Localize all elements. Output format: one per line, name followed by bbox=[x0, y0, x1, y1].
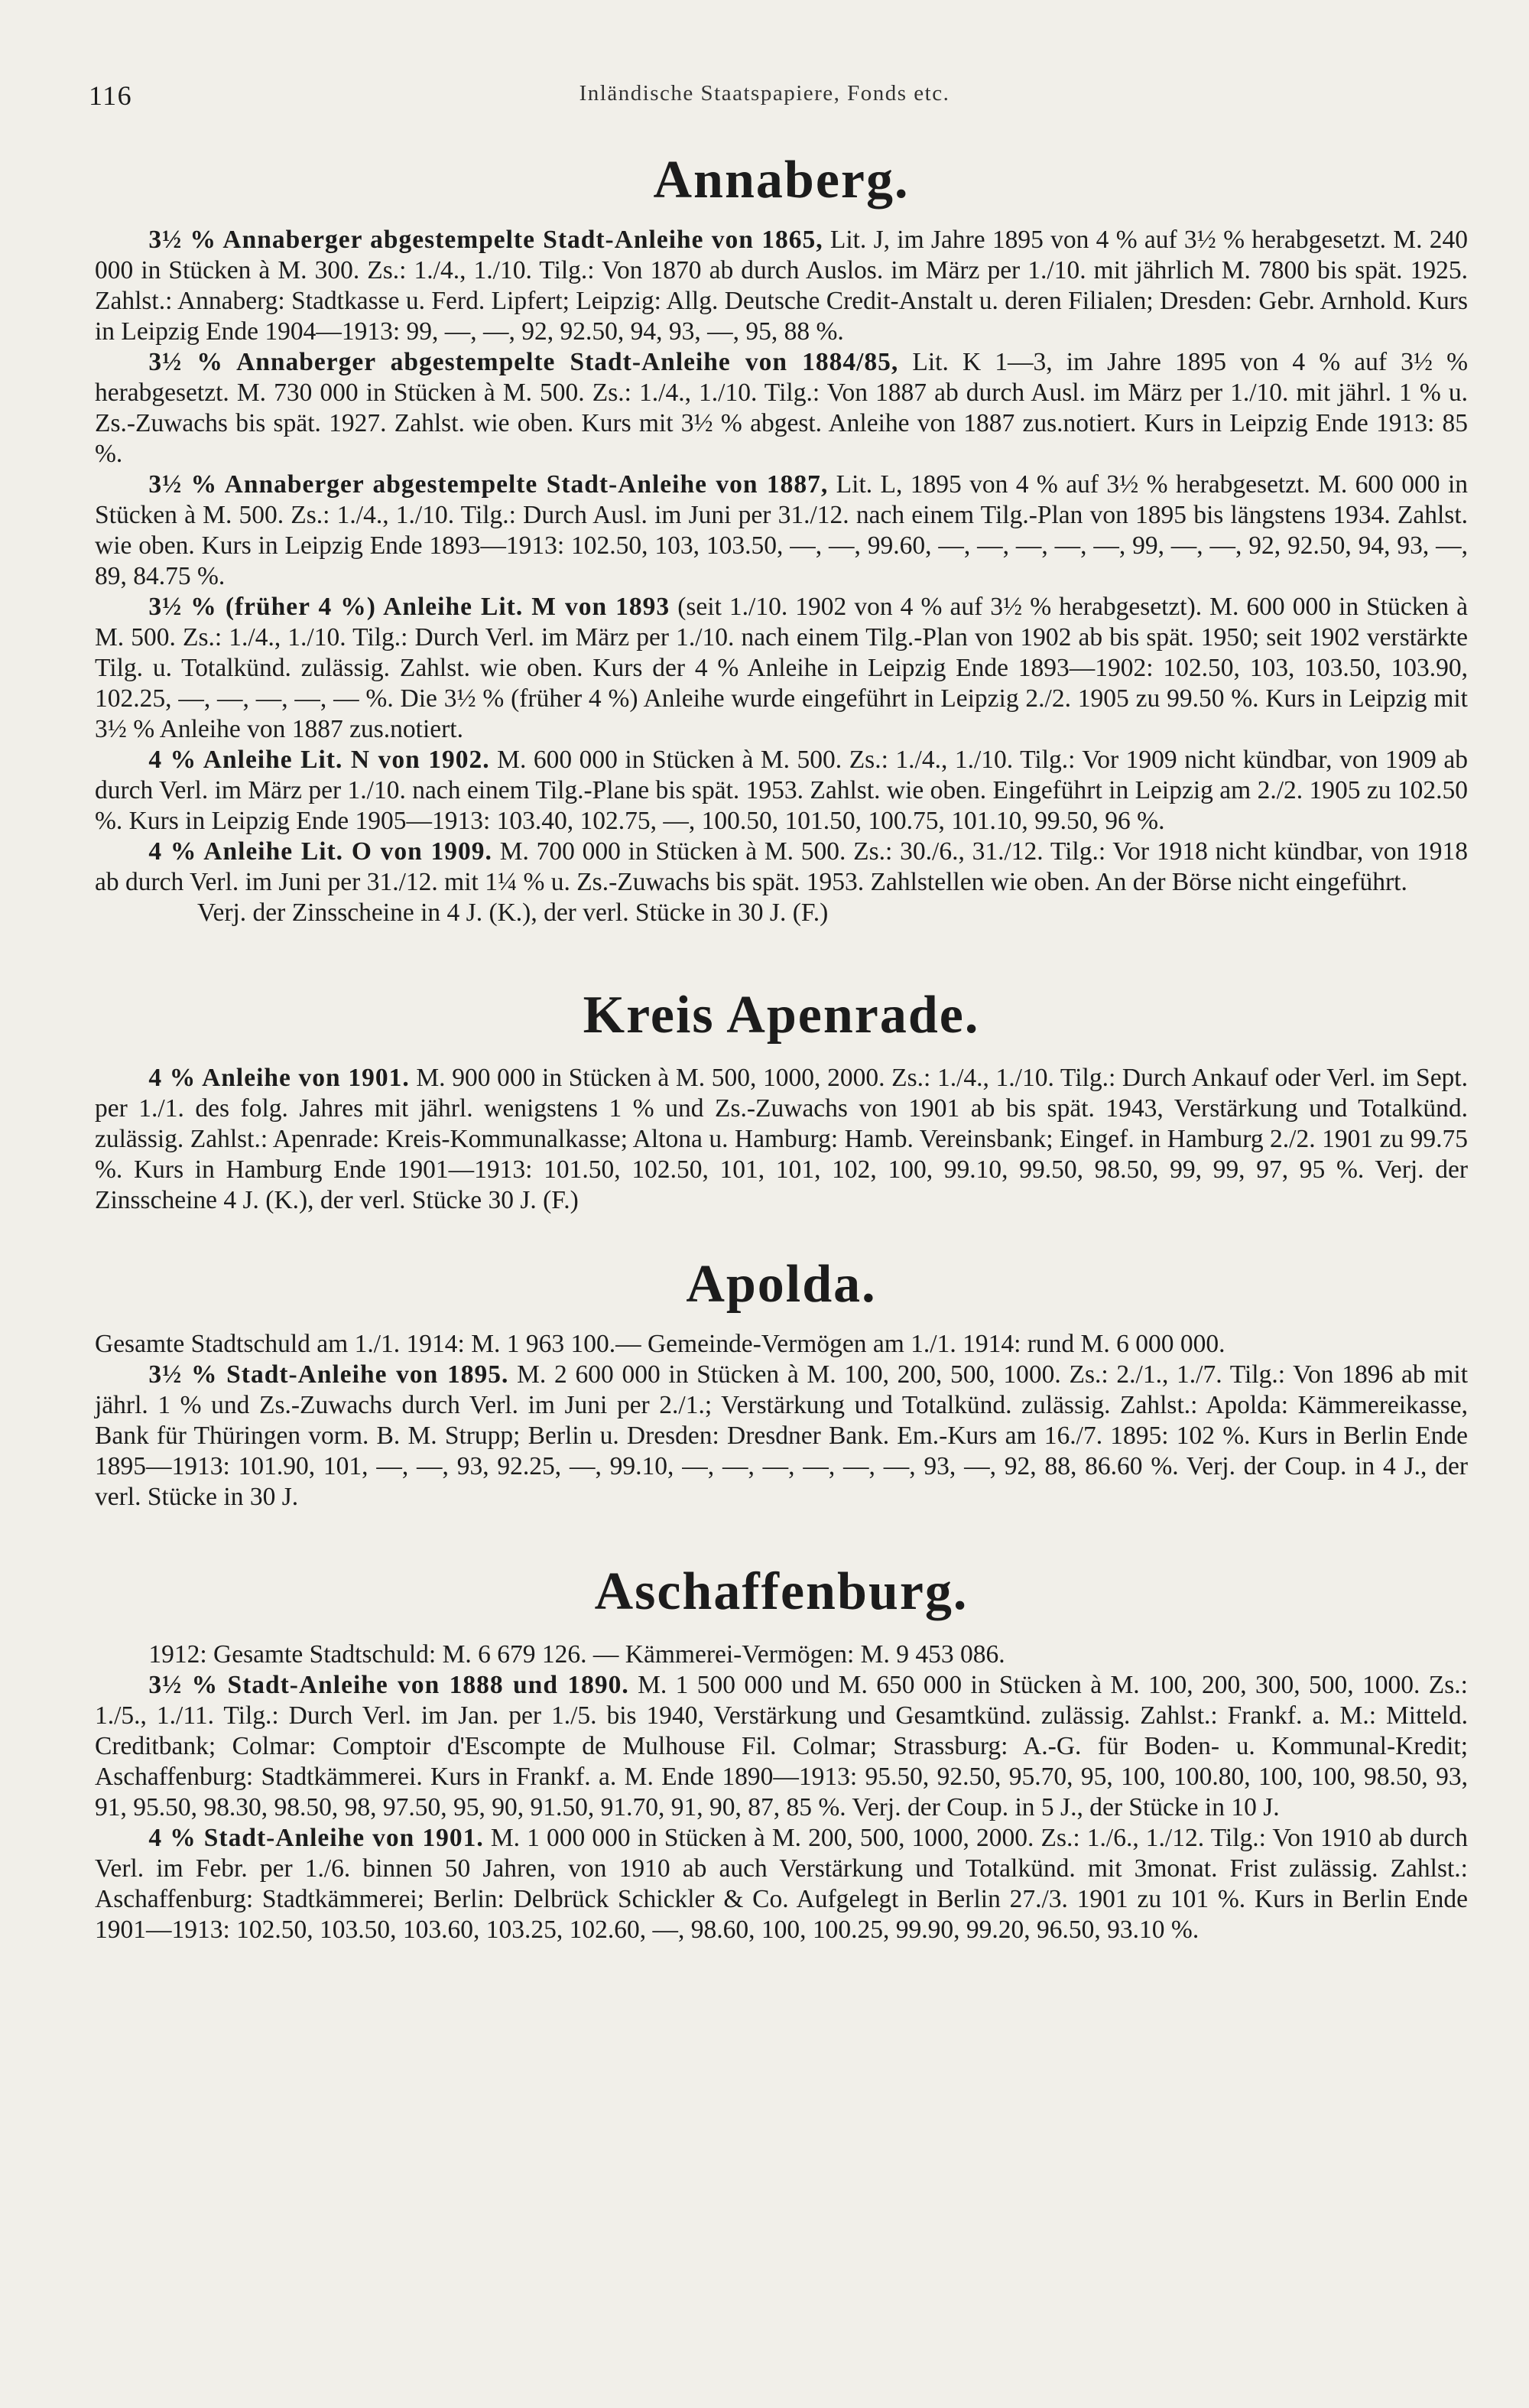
entry-heading: 3½ % Stadt-Anleihe von 1888 und 1890. bbox=[148, 1671, 629, 1699]
entry-heading: 3½ % Annaberger abgestempelte Stadt-Anleihe von 1884/85, bbox=[148, 348, 899, 376]
page-number: 116 bbox=[89, 80, 133, 111]
entry-annaberg-lit-n bbox=[95, 745, 1468, 837]
entry-text: (seit 1./10. 1902 von 4 % auf 3½ % herabgesetzt). M. 600 000 in Stücken à M. 500. Zs.: 1./4., 1./10. Tilg.: Durch Verl. im März per 1./10. nach einem Tilg.-Plan von 1902 ab bis spät. 1950; seit 1902 verstärkte Tilg. u. Totalkünd. zulässig. Zahlst. wie oben. Kurs der 4 % Anleihe in Leipzig Ende 1893—1902: 102.50, 103, 103.50, 103.90, 102.25, —, —, —, —, — %. Die 3½ % (früher 4 %) Anleihe wurde eingeführt in Leipzig 2./2. 1905 zu 99.50 %. Kurs in Leipzig mit 3½ % Anleihe von 1887 zus.notiert. bbox=[95, 593, 1468, 743]
entry-text: M. 1 500 000 und M. 650 000 in Stücken à M. 100, 200, 300, 500, 1000. Zs.: 1./5., 1./11. Tilg.: Durch Verl. im Jan. per 1./5. bis 1940, Verstärkung und Gesamtkünd. zulässig. Zahlst.: Frankf. a. M.: Mitteld. Creditbank; Colmar: Comptoir d'Escompte de Mulhouse Fil. Colmar; Strassburg: A.-G. für Boden- u. Kommunal-Kredit; Aschaffenburg: Stadtkämmerei. Kurs in Frankf. a. M. Ende 1890—1913: 95.50, 92.50, 95.70, 95, 100, 100.80, 100, 100, 98.50, 93, 91, 95.50, 98.30, 98.50, 98, 97.50, 95, 90, 91.50, 91.70, 91, 90, 87, 85 %. Verj. der Coup. in 5 J., der Stücke in 10 J. bbox=[95, 1671, 1468, 1821]
entry-text: M. 900 000 in Stücken à M. 500, 1000, 2000. Zs.: 1./4., 1./10. Tilg.: Durch Ankauf oder Verl. im Sept. per 1./1. des folg. Jahres mit jährl. wenigstens 1 % und Zs.-Zuwachs von 1901 ab bis spät. 1943, Verstärkung und Totalkünd. zulässig. Zahlst.: Apenrade: Kreis-Kommunalkasse; Altona u. Hamburg: Hamb. Vereinsbank; Eingef. in Hamburg 2./2. 1901 zu 99.75 %. Kurs in Hamburg Ende 1901—1913: 101.50, 102.50, 101, 101, 102, 100, 99.10, 99.50, 98.50, 99, 99, 97, 95 %. Verj. der Zinsscheine 4 J. (K.), der verl. Stücke 30 J. (F.) bbox=[95, 1064, 1468, 1214]
entry-aschaffenburg-1888-1890 bbox=[95, 1670, 1468, 1823]
entry-heading: 3½ % Stadt-Anleihe von 1895. bbox=[148, 1360, 509, 1389]
section-title-aschaffenburg: Aschaffenburg. bbox=[594, 1562, 969, 1621]
entry-heading: 4 % Stadt-Anleihe von 1901. bbox=[148, 1824, 484, 1852]
entry-heading: 4 % Anleihe Lit. N von 1902. bbox=[148, 746, 490, 774]
entry-heading: 4 % Anleihe von 1901. bbox=[148, 1064, 410, 1092]
entry-annaberg-lit-k bbox=[95, 347, 1468, 470]
entry-apolda-1895 bbox=[95, 1360, 1468, 1513]
entry-heading: 3½ % Annaberger abgestempelte Stadt-Anleihe von 1865, bbox=[148, 226, 823, 254]
entry-heading: 3½ % Annaberger abgestempelte Stadt-Anleihe von 1887, bbox=[148, 470, 829, 499]
entry-text: Lit. L, 1895 von 4 % auf 3½ % herabgesetzt. M. 600 000 in Stücken à M. 500. Zs.: 1./4., 1./10. Tilg.: Durch Ausl. im Juni per 31./12. nach einem Tilg.-Plan von 1895 bis längstens 1934. Zahlst. wie oben. Kurs in Leipzig Ende 1893—1913: 102.50, 103, 103.50, —, —, 99.60, —, —, —, —, —, 99, —, —, 92, 92.50, 94, 93, —, 89, 84.75 %. bbox=[95, 470, 1469, 590]
aschaffenburg-intro: 1912: Gesamte Stadtschuld: M. 6 679 126. — Kämmerei-Vermögen: M. 9 453 086. bbox=[148, 1640, 1005, 1669]
section-title-annaberg: Annaberg. bbox=[653, 151, 910, 210]
annaberg-verjaehrung: Verj. der Zinsscheine in 4 J. (K.), der verl. Stücke in 30 J. (F.) bbox=[197, 899, 829, 927]
entry-heading: 3½ % (früher 4 %) Anleihe Lit. M von 1893 bbox=[148, 593, 670, 621]
section-title-apenrade: Kreis Apenrade. bbox=[583, 986, 980, 1045]
running-title: Inländische Staatspapiere, Fonds etc. bbox=[579, 81, 950, 106]
entry-text: Lit. J, im Jahre 1895 von 4 % auf 3½ % herabgesetzt. M. 240 000 in Stücken à M. 300. Zs.: 1./4., 1./10. Tilg.: Von 1870 ab durch Auslos. im März per 1./10. mit jährlich M. 7800 bis spät. 1925. Zahlst.: Annaberg: Stadtkasse u. Ferd. Lipfert; Leipzig: Allg. Deutsche Credit-Anstalt u. deren Filialen; Dresden: Gebr. Arnhold. Kurs in Leipzig Ende 1904—1913: 99, —, —, 92, 92.50, 94, 93, —, 95, 88 %. bbox=[95, 226, 1468, 346]
entry-text: Lit. K 1—3, im Jahre 1895 von 4 % auf 3½ % herabgesetzt. M. 730 000 in Stücken à M. 500. Zs.: 1./4., 1./10. Tilg.: Von 1887 ab durch Ausl. im März per 1./10. mit jährl. 1 % u. Zs.-Zuwachs bis spät. 1927. Zahlst. wie oben. Kurs mit 3½ % abgest. Anleihe von 1887 zus.notiert. Kurs in Leipzig Ende 1913: 85 %. bbox=[95, 348, 1468, 468]
apolda-intro: Gesamte Stadtschuld am 1./1. 1914: M. 1 963 100.— Gemeinde-Vermögen am 1./1. 1914: rund M. 6 000 000. bbox=[95, 1330, 1225, 1358]
entry-annaberg-lit-l bbox=[95, 470, 1468, 592]
entry-annaberg-lit-m bbox=[95, 592, 1468, 745]
entry-apenrade-1901 bbox=[95, 1063, 1468, 1216]
entry-text: M. 600 000 in Stücken à M. 500. Zs.: 1./4., 1./10. Tilg.: Vor 1909 nicht kündbar, von 1909 ab durch Verl. im März per 1./10. nach einem Tilg.-Plane bis spät. 1953. Zahlst. wie oben. Eingeführt in Leipzig am 2./2. 1905 zu 102.50 %. Kurs in Leipzig Ende 1905—1913: 103.40, 102.75, —, 100.50, 101.50, 100.75, 101.10, 99.50, 96 %. bbox=[95, 746, 1468, 835]
section-title-apolda: Apolda. bbox=[686, 1255, 877, 1314]
entry-aschaffenburg-1901 bbox=[95, 1823, 1468, 1945]
entry-text: M. 700 000 in Stücken à M. 500. Zs.: 30./6., 31./12. Tilg.: Vor 1918 nicht kündbar, von 1918 ab durch Verl. im Juni per 31./12. mit 1¼ % u. Zs.-Zuwachs bis spät. 1953. Zahlstellen wie oben. An der Börse nicht eingeführt. bbox=[95, 837, 1468, 896]
entry-heading: 4 % Anleihe Lit. O von 1909. bbox=[148, 837, 492, 866]
entry-text: M. 2 600 000 in Stücken à M. 100, 200, 500, 1000. Zs.: 2./1., 1./7. Tilg.: Von 1896 ab mit jährl. 1 % und Zs.-Zuwachs durch Verl. im Juni per 2./1.; Verstärkung und Totalkünd. zulässig. Zahlst.: Apolda: Kämmereikasse, Bank für Thüringen vorm. B. M. Strupp; Berlin u. Dresden: Dresdner Bank. Em.-Kurs am 16./7. 1895: 102 %. Kurs in Berlin Ende 1895—1913: 101.90, 101, —, —, 93, 92.25, —, 99.10, —, —, —, —, —, —, 93, —, 92, 88, 86.60 %. Verj. der Coup. in 4 J., der verl. Stücke in 30 J. bbox=[95, 1360, 1468, 1511]
entry-text: M. 1 000 000 in Stücken à M. 200, 500, 1000, 2000. Zs.: 1./6., 1./12. Tilg.: Von 1910 ab durch Verl. im Febr. per 1./6. binnen 50 Jahren, von 1910 ab auch Verstärkung und Totalkünd. mit 3monat. Frist zulässig. Zahlst.: Aschaffenburg: Stadtkämmerei; Berlin: Delbrück Schickler & Co. Aufgelegt in Berlin 27./3. 1901 zu 101 %. Kurs in Berlin Ende 1901—1913: 102.50, 103.50, 103.60, 103.25, 102.60, —, 98.60, 100, 100.25, 99.90, 99.20, 96.50, 93.10 %. bbox=[95, 1824, 1468, 1944]
page-body bbox=[95, 150, 1468, 1945]
entry-annaberg-lit-o bbox=[95, 837, 1468, 898]
entry-annaberg-lit-j bbox=[95, 225, 1468, 347]
